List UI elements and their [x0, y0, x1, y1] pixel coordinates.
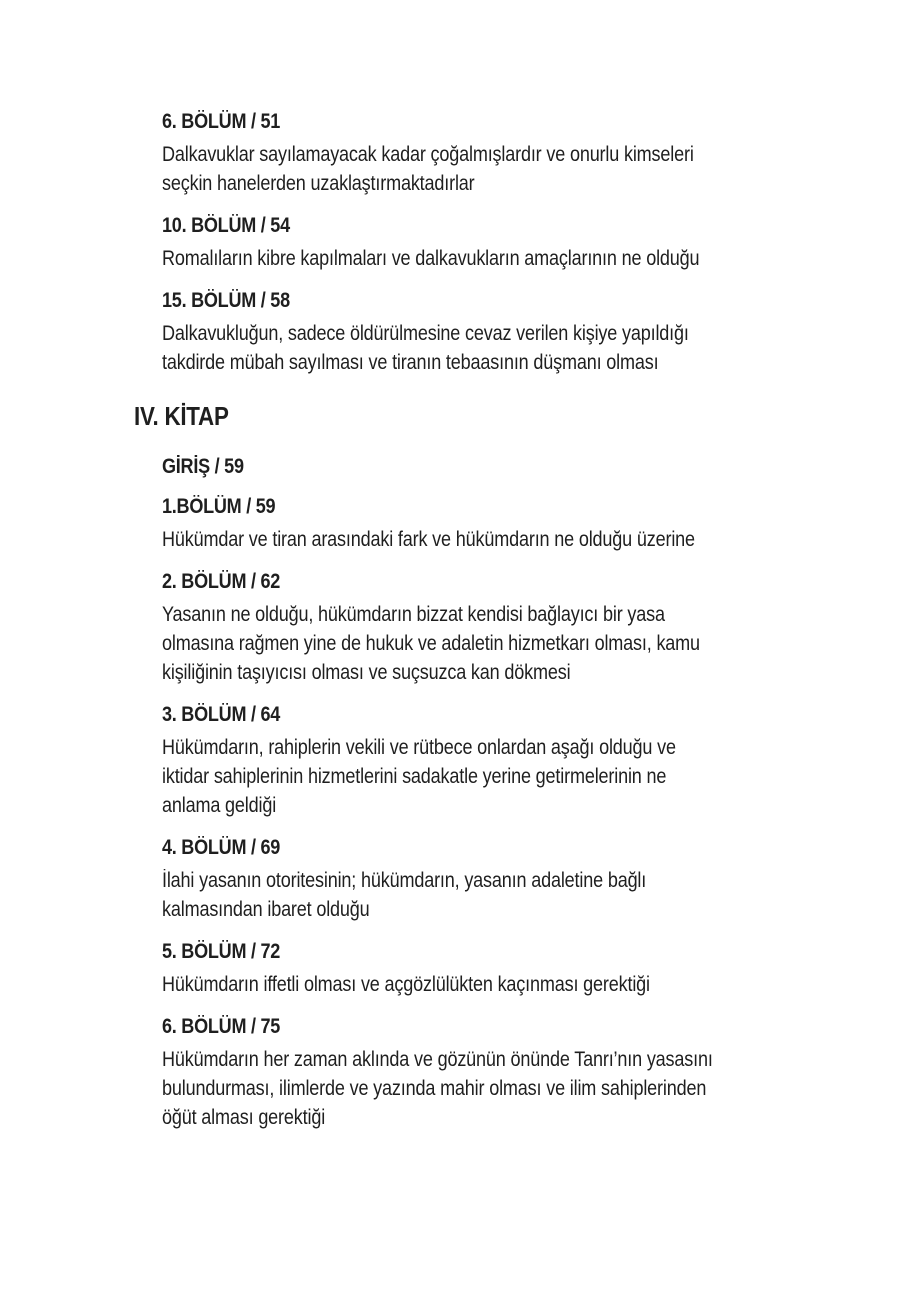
chapter-heading: 15. BÖLÜM / 58: [162, 289, 290, 312]
chapter-heading: 6. BÖLÜM / 75: [162, 1015, 281, 1038]
toc-entry: [162, 108, 802, 198]
chapter-description: [162, 525, 755, 554]
chapter-description: [162, 970, 755, 999]
toc-entry: [162, 834, 802, 924]
toc-entry: [162, 1013, 802, 1132]
chapter-description: [162, 319, 755, 377]
description-line: bulundurması, ilimlerde ve yazında mahir olması ve ilim sahiplerinden: [162, 1077, 707, 1100]
description-line: kişiliğinin taşıyıcısı olması ve suçsuzca kan dökmesi: [162, 661, 571, 684]
toc-entry: [162, 938, 802, 999]
toc-entry: [162, 287, 802, 377]
toc-entry: [162, 493, 802, 554]
description-line: Hükümdar ve tiran arasındaki fark ve hükümdarın ne olduğu üzerine: [162, 528, 695, 551]
chapter-heading: 5. BÖLÜM / 72: [162, 940, 281, 963]
description-line: seçkin hanelerden uzaklaştırmaktadırlar: [162, 172, 475, 195]
description-line: öğüt alması gerektiği: [162, 1106, 326, 1129]
chapter-description: [162, 1045, 755, 1132]
chapter-description: [162, 733, 755, 820]
toc-entry: [162, 701, 802, 820]
chapter-heading: 2. BÖLÜM / 62: [162, 570, 281, 593]
toc-entry: [162, 212, 802, 273]
book-title: IV. KİTAP: [134, 401, 229, 431]
description-line: kalmasından ibaret olduğu: [162, 898, 370, 921]
description-line: Hükümdarın iffetli olması ve açgözlülükten kaçınması gerektiği: [162, 973, 650, 996]
description-line: Dalkavukluğun, sadece öldürülmesine cevaz verilen kişiye yapıldığı: [162, 322, 689, 345]
description-line: iktidar sahiplerinin hizmetlerini sadakatle yerine getirmelerinin ne: [162, 765, 667, 788]
chapter-heading: 4. BÖLÜM / 69: [162, 836, 281, 859]
description-line: Hükümdarın her zaman aklında ve gözünün önünde Tanrı’nın yasasını: [162, 1048, 713, 1071]
description-line: Hükümdarın, rahiplerin vekili ve rütbece onlardan aşağı olduğu ve: [162, 736, 676, 759]
description-line: İlahi yasanın otoritesinin; hükümdarın, yasanın adaletine bağlı: [162, 869, 647, 892]
chapter-description: [162, 600, 755, 687]
chapter-heading: 6. BÖLÜM / 51: [162, 110, 281, 133]
description-line: olmasına rağmen yine de hukuk ve adaletin hizmetkarı olması, kamu: [162, 632, 700, 655]
chapter-description: [162, 140, 755, 198]
table-of-contents: [134, 108, 802, 1146]
chapter-heading: 1.BÖLÜM / 59: [162, 495, 276, 518]
toc-entry: [162, 568, 802, 687]
chapter-description: [162, 244, 755, 273]
description-line: anlama geldiği: [162, 794, 277, 817]
description-line: Yasanın ne olduğu, hükümdarın bizzat kendisi bağlayıcı bir yasa: [162, 603, 665, 626]
description-line: takdirde mübah sayılması ve tiranın tebaasının düşmanı olması: [162, 351, 659, 374]
intro-heading: GİRİŞ / 59: [162, 455, 244, 478]
chapter-heading: 3. BÖLÜM / 64: [162, 703, 281, 726]
chapter-description: [162, 866, 755, 924]
chapter-heading: 10. BÖLÜM / 54: [162, 214, 290, 237]
description-line: Dalkavuklar sayılamayacak kadar çoğalmışlardır ve onurlu kimseleri: [162, 143, 694, 166]
description-line: Romalıların kibre kapılmaları ve dalkavukların amaçlarının ne olduğu: [162, 247, 700, 270]
